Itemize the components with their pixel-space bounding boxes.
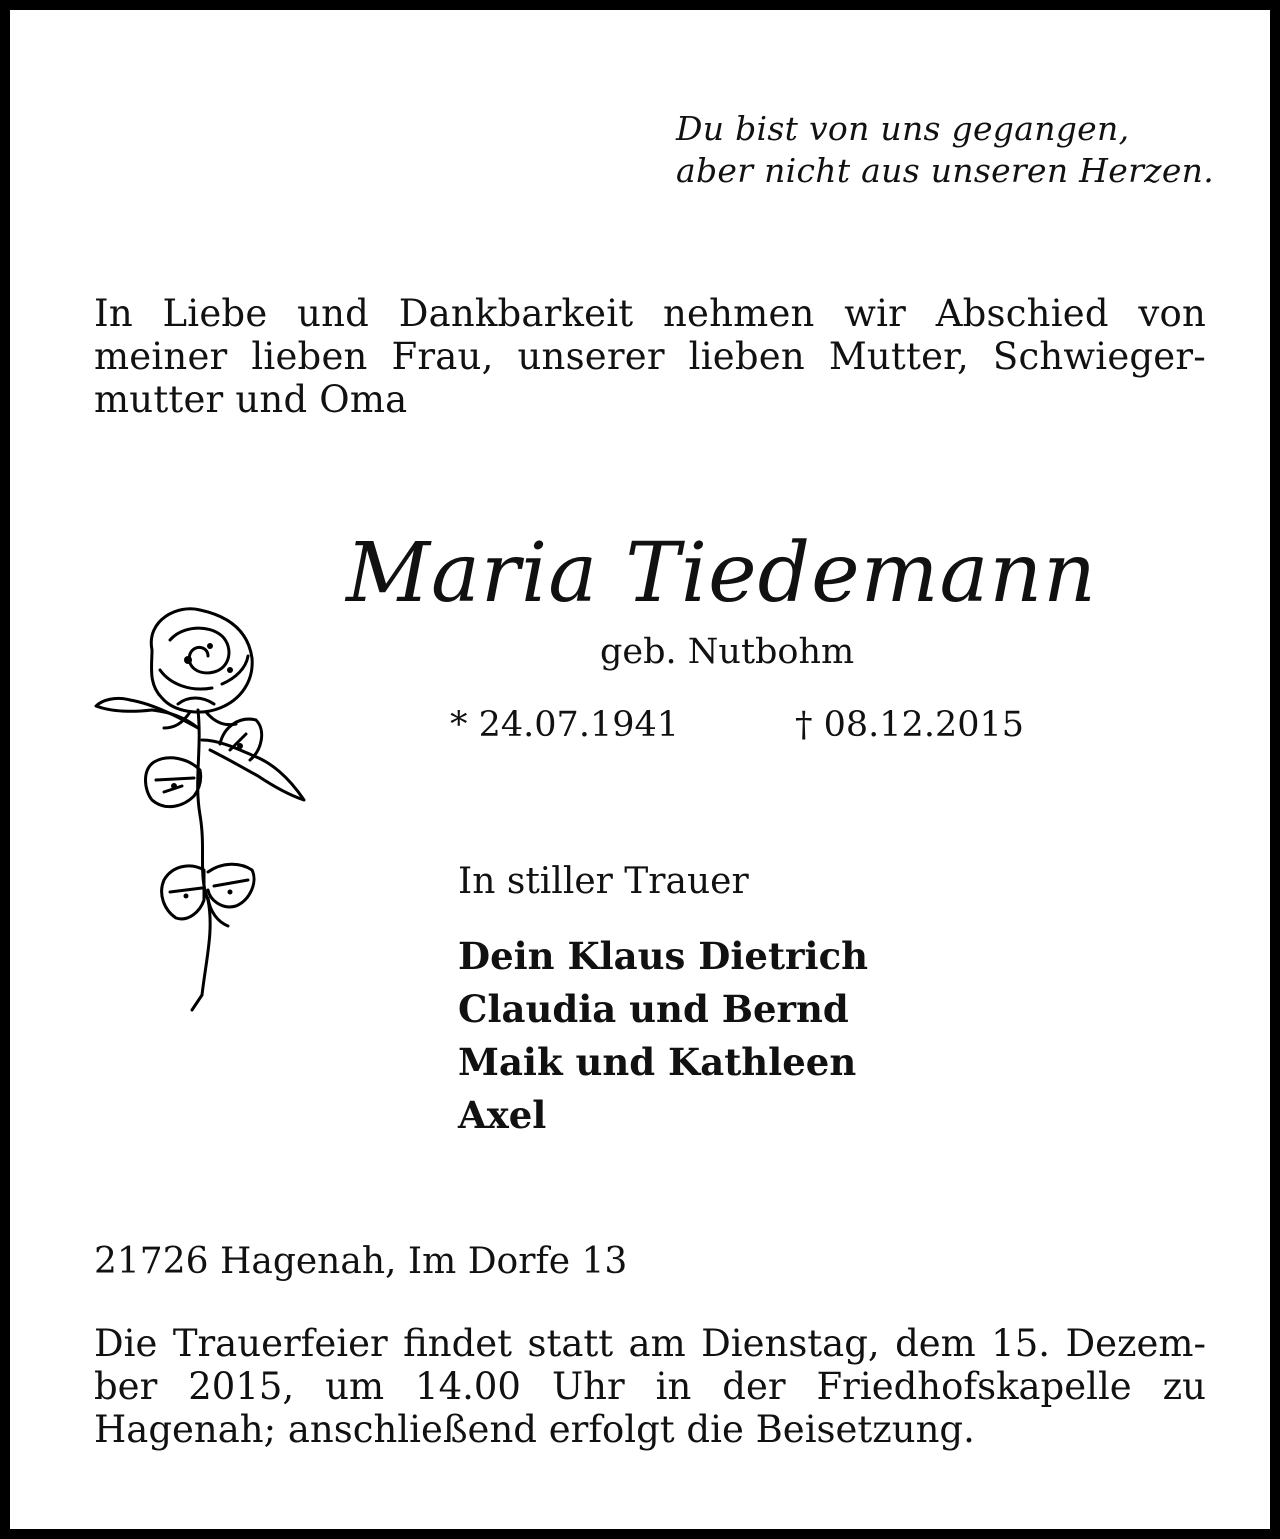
mourner-name: Claudia und Bernd (458, 987, 849, 1031)
intro-line-3: mutter und Oma (94, 378, 408, 421)
motto-line-1: Du bist von uns gegangen, (676, 109, 1130, 148)
rose-illustration (90, 600, 320, 1020)
mourner-name: Axel (458, 1093, 547, 1137)
ceremony-paragraph (94, 1322, 1206, 1451)
intro-line-2: meiner lieben Frau, unserer lieben Mutter, Schwieger- (94, 335, 1206, 378)
mourners-list (458, 930, 868, 1142)
birth-name: geb. Nutbohm (600, 632, 855, 672)
intro-paragraph (94, 292, 1206, 421)
deceased-name: Maria Tiedemann (346, 526, 1097, 621)
mourner-name: Maik und Kathleen (458, 1040, 857, 1084)
birth-date: * 24.07.1941 (450, 705, 680, 745)
mourner-name: Dein Klaus Dietrich (458, 934, 869, 978)
ceremony-line-2: ber 2015, um 14.00 Uhr in der Friedhofskapelle zu (94, 1365, 1206, 1408)
death-date: † 08.12.2015 (795, 705, 1025, 745)
ceremony-line-3: Hagenah; anschließend erfolgt die Beisetzung. (94, 1408, 975, 1451)
intro-line-1: In Liebe und Dankbarkeit nehmen wir Abschied von (94, 292, 1206, 335)
ceremony-line-1: Die Trauerfeier findet statt am Dienstag, dem 15. Dezem- (94, 1322, 1206, 1365)
mourning-heading: In stiller Trauer (458, 861, 749, 902)
family-address: 21726 Hagenah, Im Dorfe 13 (94, 1241, 628, 1282)
motto-quote (676, 108, 1236, 192)
motto-line-2: aber nicht aus unseren Herzen. (676, 151, 1214, 190)
